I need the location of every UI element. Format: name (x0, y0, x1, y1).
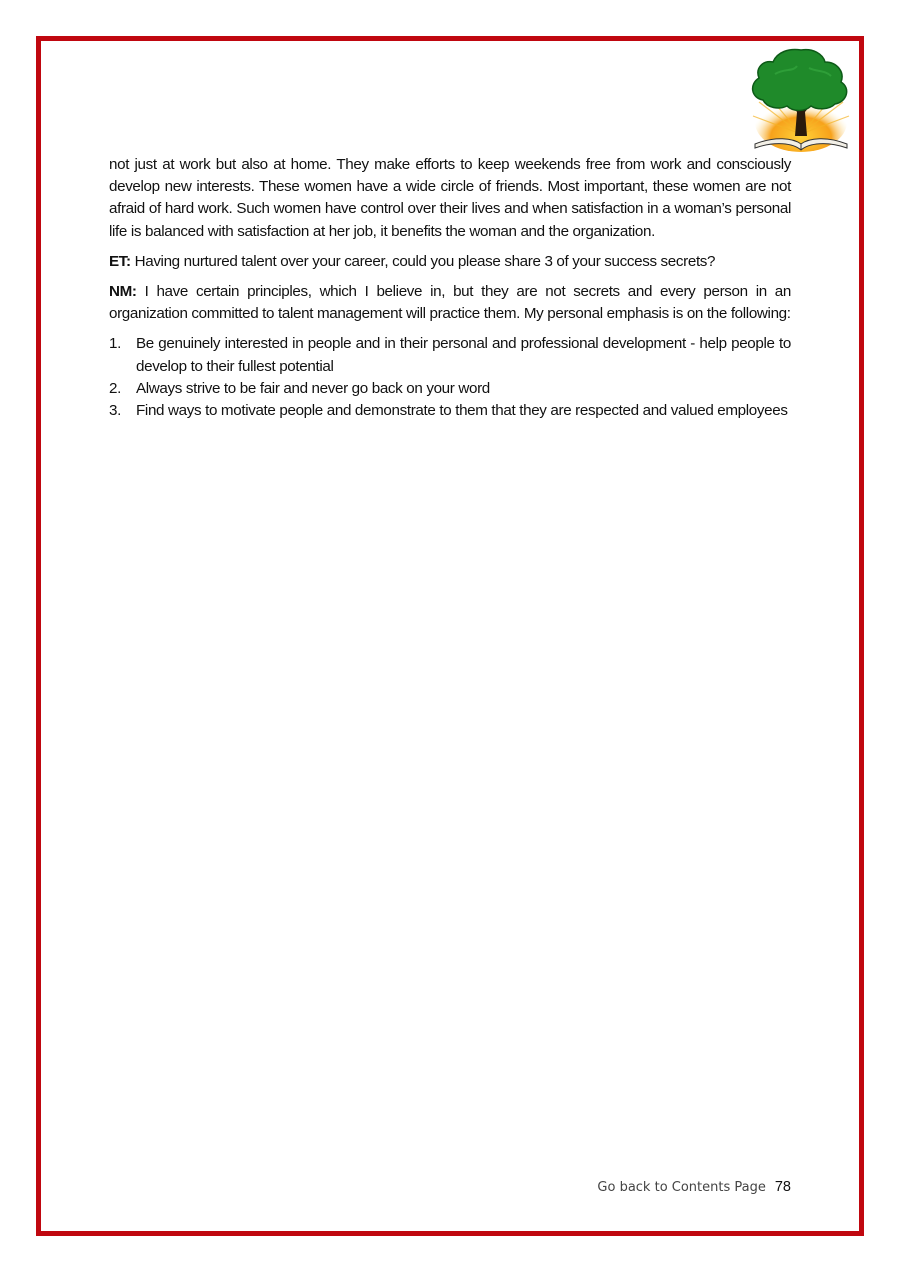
list-item (109, 333, 791, 377)
speaker-label: ET: (109, 252, 131, 270)
tree-book-logo-icon (745, 44, 857, 154)
list-number: 1. (109, 335, 121, 353)
intro-paragraph: not just at work but also at home. They make efforts to keep weekends free from work and consciously develop new interests. These women have a wide circle of friends. Most important, these women are not afraid of hard work. Such women have control over their lives and when satisfaction in a woman’s personal life is balanced with satisfaction at her job, it benefits the woman and the organization. (109, 156, 791, 240)
list-item (109, 400, 791, 422)
principles-list (109, 333, 791, 422)
contents-page-link[interactable]: Go back to Contents Page (597, 1180, 766, 1195)
list-text: Always strive to be fair and never go back on your word (136, 379, 490, 397)
list-number: 3. (109, 402, 121, 420)
answer-text: I have certain principles, which I believe in, but they are not secrets and every person in an organization committed to talent management will practice them. My personal emphasis is on the following: (109, 283, 791, 323)
list-text: Be genuinely interested in people and in their personal and professional development - help people to develop to their fullest potential (136, 335, 791, 375)
page-number: 78 (774, 1179, 791, 1195)
question-text: Having nurtured talent over your career, could you please share 3 of your success secrets? (130, 252, 716, 270)
interview-answer (109, 281, 791, 325)
page-footer (597, 1179, 791, 1195)
list-text: Find ways to motivate people and demonstrate to them that they are respected and valued employees (136, 402, 788, 420)
interview-question (109, 251, 791, 273)
page-content (109, 154, 791, 422)
list-number: 2. (109, 379, 121, 397)
list-item (109, 378, 791, 400)
speaker-label: NM: (109, 283, 137, 301)
